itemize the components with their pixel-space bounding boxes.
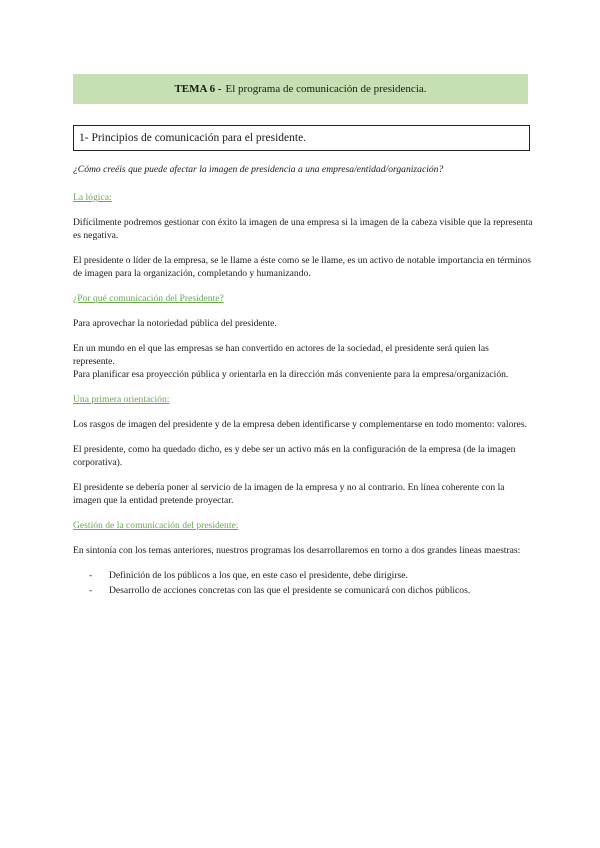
section-heading: Gestión de la comunicación del presidente: [73, 520, 239, 531]
paragraph: Los rasgos de imagen del presidente y de la empresa deben identificarse y complementarse en todo momento: valores. [73, 419, 527, 430]
section-title-box [73, 125, 530, 151]
bullet-list [73, 569, 533, 597]
paragraph: El presidente se debería poner al servicio de la imagen de la empresa y no al contrario. En línea coherente con la imagen que la entidad pretende proyectar. [73, 482, 505, 506]
paragraph: En un mundo en el que las empresas se han convertido en actores de la sociedad, el presidente será quien las represente. Para planificar esa proyección pública y orientarla en la dirección más conveniente para la empresa/organización. [73, 343, 509, 380]
paragraph: En sintonía con los temas anteriores, nuestros programas los desarrollaremos en torno a dos grandes líneas maestras: [73, 545, 521, 556]
section-title: 1- Principios de comunicación para el presidente. [79, 132, 307, 144]
paragraph: Difícilmente podremos gestionar con éxito la imagen de una empresa si la imagen de la cabeza visible que la representa es negativa. [73, 217, 533, 241]
question: ¿Cómo creéis que puede afectar la imagen de presidencia a una empresa/entidad/organización? [73, 164, 444, 175]
bullet-item: - Definición de los públicos a los que, en este caso el presidente, debe dirigirse. [89, 569, 533, 582]
paragraph: El presidente o líder de la empresa, se le llame a éste como se le llame, es un activo de notable importancia en términos de imagen para la organización, completando y humanizando. [73, 255, 531, 279]
paragraph: El presidente, como ha quedado dicho, es y debe ser un activo más en la configuración de la empresa (de la imagen corporativa). [73, 444, 516, 468]
paragraph: Para aprovechar la notoriedad pública del presidente. [73, 318, 277, 329]
banner-tema: TEMA 6 - [174, 83, 222, 95]
section-heading: La lógica: [73, 192, 112, 203]
content [73, 163, 533, 599]
section-heading: ¿Por qué comunicación del Presidente? [73, 293, 224, 304]
title-banner [73, 74, 528, 104]
bullet-item: - Desarrollo de acciones concretas con las que el presidente se comunicará con dichos públicos. [89, 584, 533, 597]
section-heading: Una primera orientación: [73, 394, 170, 405]
content-blocks [73, 191, 533, 597]
banner-title: El programa de comunicación de presidencia. [225, 83, 427, 95]
